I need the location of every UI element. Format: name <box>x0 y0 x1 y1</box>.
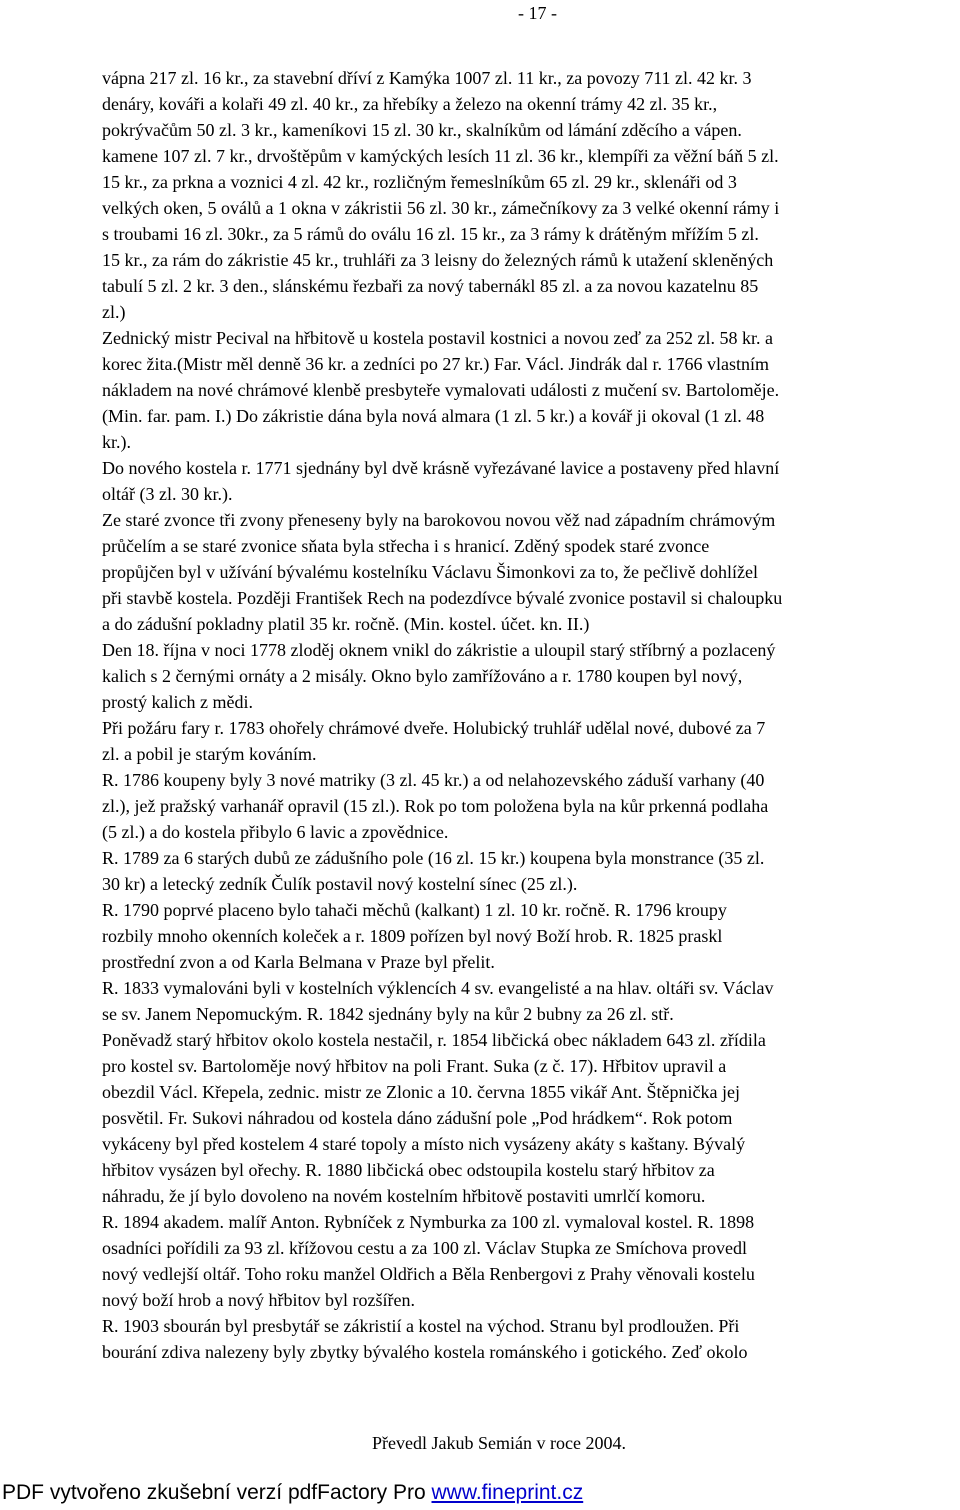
text-line: posvětil. Fr. Sukovi náhradou od kostela dáno zádušní pole „Pod hrádkem“. Rok potom <box>102 1108 733 1128</box>
text-line: kamene 107 zl. 7 kr., drvoštěpům v kamýckých lesích 11 zl. 36 kr., klempíři za věžní báň 5 zl. <box>102 146 779 166</box>
text-line: vykáceny byl před kostelem 4 staré topoly a místo nich vysázeny akáty s kaštany. Bývalý <box>102 1134 746 1154</box>
text-line: (Min. far. pam. I.) Do zákristie dána byla nová almara (1 zl. 5 kr.) a kovář ji okoval (1 zl. 48 <box>102 406 765 426</box>
text-line: Poněvadž starý hřbitov okolo kostela nestačil, r. 1854 libčická obec nákladem 643 zl. zřídila <box>102 1030 766 1050</box>
text-line: prostřední zvon a od Karla Belmana v Praze byl přelit. <box>102 952 495 972</box>
text-line: zl. a pobil je starým kováním. <box>102 744 317 764</box>
text-line: 15 kr., za rám do zákristie 45 kr., truhláři za 3 leisny do železných rámů k utažení skleněných <box>102 250 774 270</box>
text-line: 15 kr., za prkna a voznici 4 zl. 42 kr., rozličným řemeslníkům 65 zl. 29 kr., sklenáři od 3 <box>102 172 737 192</box>
text-line: vápna 217 zl. 16 kr., za stavební dříví z Kamýka 1007 zl. 11 kr., za povozy 711 zl. 42 kr. 3 <box>102 68 752 88</box>
translator-credit: Převedl Jakub Semián v roce 2004. <box>372 1433 626 1453</box>
text-line: průčelím a se staré zvonice sňata byla střecha i s hranicí. Zděný spodek staré zvonce <box>102 536 710 556</box>
text-line: R. 1894 akadem. malíř Anton. Rybníček z Nymburka za 100 zl. vymaloval kostel. R. 1898 <box>102 1212 755 1232</box>
text-line: denáry, kováři a kolaři 49 zl. 40 kr., za hřebíky a železo na okenní trámy 42 zl. 35 kr., <box>102 94 718 114</box>
text-line: korec žita.(Mistr měl denně 36 kr. a zedníci po 27 kr.) Far. Václ. Jindrák dal r. 1766 vlastním <box>102 354 770 374</box>
text-line: kalich s 2 černými ornáty a 2 misály. Okno bylo zamřížováno a r. 1780 koupen byl nový, <box>102 666 743 686</box>
text-line: při stavbě kostela. Později František Rech na podezdívce bývalé zvonice postavil si chaloupku <box>102 588 783 608</box>
text-line: zl.), jež pražský varhanář opravil (15 zl.). Rok po tom položena byla na kůr prkenná podlaha <box>102 796 769 816</box>
text-line: hřbitov vysázen byl ořechy. R. 1880 libčická obec odstoupila kostelu starý hřbitov za <box>102 1160 715 1180</box>
page-number: - 17 - <box>518 3 557 23</box>
text-line: 30 kr) a letecký zedník Čulík postavil nový kostelní sínec (25 zl.). <box>102 874 578 894</box>
text-line: náhradu, že jí bylo dovoleno na novém kostelním hřbitově postaviti umrlčí komoru. <box>102 1186 706 1206</box>
text-line: Ze staré zvonce tři zvony přeneseny byly na barokovou novou věž nad západním chrámovým <box>102 510 776 530</box>
text-line: velkých oken, 5 oválů a 1 okna v zákristii 56 zl. 30 kr., zámečníkovy za 3 velké okenní rámy i <box>102 198 780 218</box>
text-line: oltář (3 zl. 30 kr.). <box>102 484 233 504</box>
text-line: tabulí 5 zl. 2 kr. 3 den., slánskému řezbaři za nový tabernákl 85 zl. a za novou kazatelnu 85 <box>102 276 759 296</box>
text-line: rozbily mnoho okenních koleček a r. 1809 pořízen byl nový Boží hrob. R. 1825 praskl <box>102 926 723 946</box>
fineprint-link[interactable]: www.fineprint.cz <box>431 1481 584 1504</box>
text-line: pro kostel sv. Bartoloměje nový hřbitov na poli Frant. Suka (z č. 17). Hřbitov upravil a <box>102 1056 727 1076</box>
text-line: osadníci pořídili za 93 zl. křížovou cestu a za 100 zl. Václav Stupka ze Smíchova provedl <box>102 1238 747 1258</box>
banner-text: PDF vytvořeno zkušební verzí pdfFactory Pro <box>2 1481 432 1504</box>
text-line: R. 1903 sbourán byl presbytář se zákristií a kostel na východ. Stranu byl prodloužen. Při <box>102 1316 740 1336</box>
text-line: Do nového kostela r. 1771 sjednány byl dvě krásně vyřezávané lavice a postaveny před hlavní <box>102 458 780 478</box>
text-line: bourání zdiva nalezeny byly zbytky bývalého kostela románského i gotického. Zeď okolo <box>102 1342 748 1362</box>
text-line: pokrývačům 50 zl. 3 kr., kameníkovi 15 zl. 30 kr., skalníkům od lámání zděcího a vápen. <box>102 120 742 140</box>
text-line: a do zádušní pokladny platil 35 kr. ročně. (Min. kostel. účet. kn. II.) <box>102 614 590 634</box>
text-line: Při požáru fary r. 1783 ohořely chrámové dveře. Holubický truhlář udělal nové, dubové za 7 <box>102 718 766 738</box>
text-line: nový boží hrob a nový hřbitov byl rozšířen. <box>102 1290 415 1310</box>
text-line: R. 1789 za 6 starých dubů ze zádušního pole (16 zl. 15 kr.) koupena byla monstrance (35 zl. <box>102 848 765 868</box>
pdf-watermark-banner <box>0 1476 960 1510</box>
text-line: R. 1786 koupeny byly 3 nové matriky (3 zl. 45 kr.) a od nelahozevského záduší varhany (40 <box>102 770 765 790</box>
text-line: se sv. Janem Nepomuckým. R. 1842 sjednány byly na kůr 2 bubny za 26 zl. stř. <box>102 1004 674 1024</box>
text-line: (5 zl.) a do kostela přibylo 6 lavic a zpovědnice. <box>102 822 449 842</box>
text-line: R. 1833 vymalováni byli v kostelních výklencích 4 sv. evangelisté a na hlav. oltáři sv. Václav <box>102 978 774 998</box>
text-line: propůjčen byl v užívání bývalému kostelníku Václavu Šimonkovi za to, že pečlivě dohlížel <box>102 562 758 582</box>
text-line: nákladem na nové chrámové klenbě presbyteře vymalovati události z mučení sv. Bartoloměje. <box>102 380 780 400</box>
text-line: Zednický mistr Pecival na hřbitově u kostela postavil kostnici a novou zeď za 252 zl. 58 kr. a <box>102 328 773 348</box>
document-body <box>102 65 960 1365</box>
text-line: nový vedlejší oltář. Toho roku manžel Oldřich a Běla Renbergovi z Prahy věnovali kostelu <box>102 1264 755 1284</box>
text-line: kr.). <box>102 432 131 452</box>
text-line: Den 18. října v noci 1778 zloděj oknem vnikl do zákristie a uloupil starý stříbrný a pozlacený <box>102 640 776 660</box>
text-line: s troubami 16 zl. 30kr., za 5 rámů do oválu 16 zl. 15 kr., za 3 rámy k drátěným mřížím 5 zl. <box>102 224 759 244</box>
text-line: R. 1790 poprvé placeno bylo tahači měchů (kalkant) 1 zl. 10 kr. ročně. R. 1796 kroupy <box>102 900 727 920</box>
text-line: obezdil Václ. Křepela, zednic. mistr ze Zlonic a 10. června 1855 vikář Ant. Štěpnička jej <box>102 1082 740 1102</box>
text-line: zl.) <box>102 302 126 322</box>
text-line: prostý kalich z mědi. <box>102 692 253 712</box>
